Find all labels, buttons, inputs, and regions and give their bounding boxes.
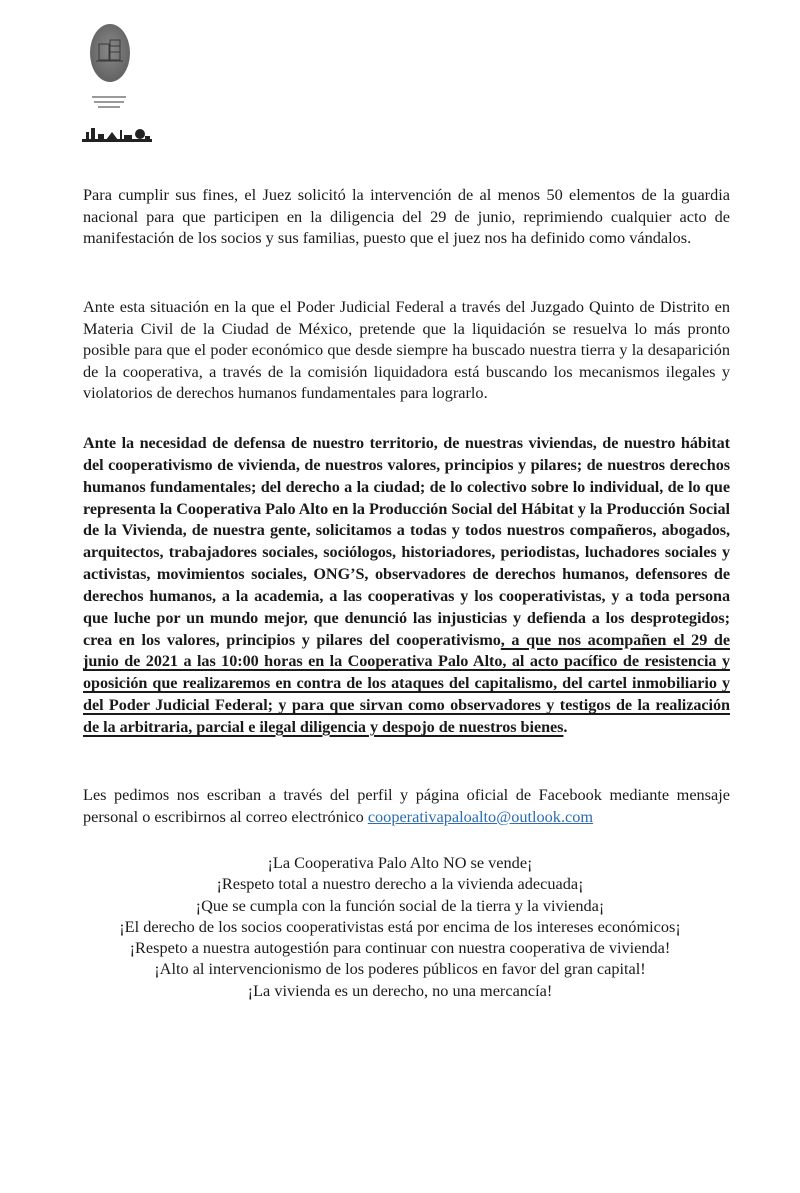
slogans-list (40, 852, 760, 1001)
paragraph-judicial-situation: Ante esta situación en la que el Poder Judicial Federal a través del Juzgado Quinto de Distrito en Materia Civil de la Ciudad de México, pretende que la liquidación se resuelva lo más pronto posible para que el poder económico que desde siempre ha buscado nuestra tierra y la desaparición de la cooperativa, a través de la comisión liquidadora está buscando los mecanismos ilegales y violatorios de derechos humanos fundamentales para lograrlo. (83, 297, 730, 403)
paragraph-guard-intervention: Para cumplir sus fines, el Juez solicitó la intervención de al menos 50 elementos de la guardia nacional para que participen en la diligencia del 29 de junio, reprimiendo cualquier acto de manifestación de los socios y sus familias, puesto que el juez nos ha definido como vándalos. (83, 185, 730, 248)
slogan: ¡Alto al intervencionismo de los poderes públicos en favor del gran capital! (154, 959, 646, 979)
slogan: ¡La Cooperativa Palo Alto NO se vende¡ (267, 853, 533, 872)
contact-paragraph (83, 784, 730, 827)
call-to-action-paragraph (83, 433, 730, 739)
slogan: ¡Respeto a nuestra autogestión para continuar con nuestra cooperativa de vivienda! (129, 938, 671, 958)
email-link[interactable]: cooperativapaloalto@outlook.com (367, 806, 594, 826)
contact-text: Les pedimos nos escriban a través del perfil y página oficial de Facebook mediante mensaje personal o escribirnos al correo electrónico (83, 785, 730, 826)
cooperative-logo-icon (88, 22, 132, 84)
skyline-illustration-icon (82, 126, 152, 144)
logo-caption (92, 96, 126, 111)
slogan: ¡El derecho de los socios cooperativistas está por encima de los intereses económicos¡ (119, 916, 681, 936)
call-to-action-end: . (563, 717, 568, 736)
call-to-action-underlined: , a que nos acompañen el 29 de junio de 2021 a las 10:00 horas en la Cooperativa Palo Alto, al acto pacífico de resistencia y oposición que realizaremos en contra de los ataques del capitalismo, del cartel inmobiliario y del Poder Judicial Federal; y para que sirvan como observadores y testigos de la realización de la arbitraria, parcial e ilegal diligencia y despojo de nuestros bienes (83, 630, 730, 736)
slogan: ¡Respeto total a nuestro derecho a la vivienda adecuada¡ (216, 874, 584, 894)
slogan: ¡Que se cumpla con la función social de la tierra y la vivienda¡ (195, 895, 605, 915)
call-to-action-intro: Ante la necesidad de defensa de nuestro territorio, de nuestras viviendas, de nuestro hábitat del cooperativismo de vivienda, de nuestros valores, principios y pilares; de nuestros derechos humanos fundamentales; del derecho a la ciudad; de lo colectivo sobre lo individual, de lo que representa la Cooperativa Palo Alto en la Producción Social del Hábitat y la Producción Social de la Vivienda, de nuestra gente, solicitamos a todas y todos nuestros compañeros, abogados, arquitectos, trabajadores sociales, sociólogos, historiadores, periodistas, luchadores sociales y activistas, movimientos sociales, ONG’S, observadores de derechos humanos, defensores de derechos humanos, a la academia, a las cooperativas y los cooperativistas, y a toda persona que luche por un mundo mejor, que denunció las injusticias y defienda a los desprotegidos; crea en los valores, principios y pilares del cooperativismo (83, 434, 730, 649)
slogan: ¡La vivienda es un derecho, no una mercancía! (247, 980, 553, 1000)
